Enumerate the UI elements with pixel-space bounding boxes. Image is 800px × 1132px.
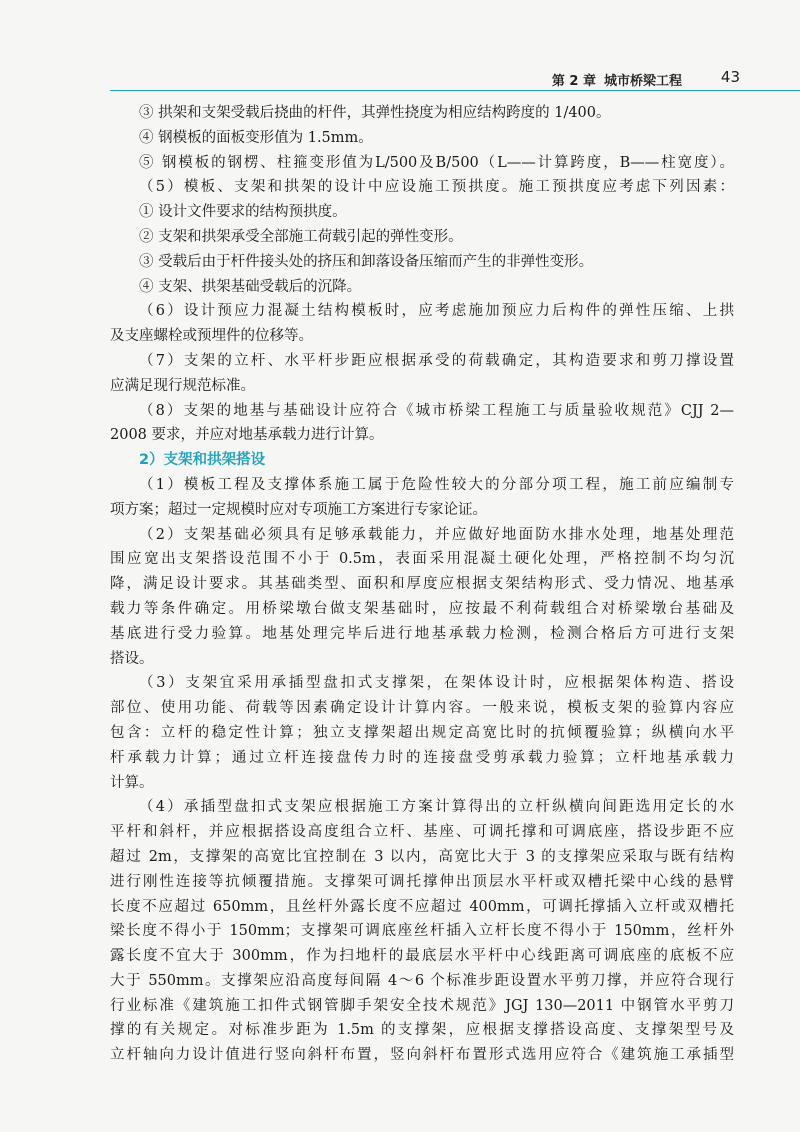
text-line: 撑的有关规定。对标准步距为 1.5m 的支撑架，应根据支撑搭设高度、支撑架型号及 [110, 1022, 734, 1039]
text-line: 项方案；超过一定规模时应对专项施工方案进行专家论证。 [110, 501, 487, 518]
text-line: 露长度不宜大于 300mm，作为扫地杆的最底层水平杆中心线距离可调底座的底板不应 [110, 948, 734, 965]
text-line: 基底进行受力验算。地基处理完毕后进行地基承载力检测，检测合格后方可进行支架 [110, 625, 734, 642]
text-line: 超过 2m，支撑架的高宽比宜控制在 3 以内，高宽比大于 3 的支撑架应采取与既有结构 [110, 848, 734, 865]
text-line: 大于 550mm。支撑架应沿高度每间隔 4～6 个标准步距设置水平剪刀撑，并应符合现行 [110, 972, 734, 989]
text-line: ④ 钢模板的面板变形值为 1.5mm。 [139, 129, 373, 146]
text-line: 平杆和斜杆，并应根据搭设高度组合立杆、基座、可调托撑和可调底座，搭设步距不应 [110, 824, 734, 841]
text-line: 包含：立杆的稳定性计算；独立支撑架超出规定高宽比时的抗倾覆验算；纵横向水平 [110, 724, 734, 741]
text-line: ③ 受载后由于杆件接头处的挤压和卸落设备压缩而产生的非弹性变形。 [139, 253, 594, 270]
text-line: 梁长度不得小于 150mm；支撑架可调底座丝杆插入立杆长度不得小于 150mm，丝杆外 [110, 923, 734, 940]
text-line: 及支座螺栓或预埋件的位移等。 [110, 328, 313, 345]
text-line: 部位、使用功能、荷载等因素确定设计计算内容。一般来说，模板支架的验算内容应 [110, 700, 734, 717]
page-number: 43 [720, 68, 740, 86]
text-line: （8）支架的地基与基础设计应符合《城市桥梁工程施工与质量验收规范》CJJ 2— [139, 402, 734, 419]
section-heading: 2）支架和拱架搭设 [139, 452, 266, 469]
text-line: 长度不应超过 650mm，且丝杆外露长度不应超过 400mm，可调托撑插入立杆或双槽托 [110, 898, 734, 915]
text-line: ⑤ 钢模板的钢楞、柱箍变形值为L/500及B/500（L——计算跨度，B——柱宽度）。 [139, 154, 734, 171]
chapter-heading [552, 70, 682, 89]
text-line: （5）模板、支架和拱架的设计中应设施工预拱度。施工预拱度应考虑下列因素： [139, 179, 734, 196]
text-line: ① 设计文件要求的结构预拱度。 [139, 204, 347, 221]
text-line: 载力等条件确定。用桥梁墩台做支架基础时，应按最不利荷载组合对桥梁墩台基础及 [110, 600, 734, 617]
text-line: 应满足现行规范标准。 [110, 377, 255, 394]
header-rule [110, 90, 800, 91]
text-line: （3）支架宜采用承插型盘扣式支撑架，在架体设计时，应根据架体构造、搭设 [139, 675, 734, 692]
text-line: 2008 要求，并应对地基承载力进行计算。 [110, 427, 384, 444]
chapter-title: 城市桥梁工程 [603, 74, 682, 89]
text-line: ② 支架和拱架承受全部施工荷载引起的弹性变形。 [139, 228, 463, 245]
text-line: （6）设计预应力混凝土结构模板时，应考虑施加预应力后构件的弹性压缩、上拱 [139, 303, 734, 320]
text-line: （2）支架基础必须具有足够承载能力，并应做好地面防水排水处理，地基处理范 [139, 526, 734, 543]
text-line: （1）模板工程及支撑体系施工属于危险性较大的分部分项工程，施工前应编制专 [139, 476, 734, 493]
text-line: 降，满足设计要求。其基础类型、面积和厚度应根据支架结构形式、受力情况、地基承 [110, 576, 734, 593]
page-header [0, 68, 800, 96]
text-line: （7）支架的立杆、水平杆步距应根据承受的荷载确定，其构造要求和剪刀撑设置 [139, 352, 734, 369]
text-line: 行业标准《建筑施工扣件式钢管脚手架安全技术规范》JGJ 130—2011 中钢管水平剪刀 [110, 997, 734, 1014]
text-line: 搭设。 [110, 650, 154, 667]
text-line: 立杆轴向力设计值进行竖向斜杆布置，竖向斜杆布置形式选用应符合《建筑施工承插型 [110, 1047, 734, 1064]
text-line: ④ 支架、拱架基础受载后的沉降。 [139, 278, 362, 295]
chapter-number: 第 2 章 [551, 74, 596, 89]
body-text [110, 101, 734, 1068]
text-line: 围应宽出支架搭设范围不小于 0.5m，表面采用混凝土硬化处理，严格控制不均匀沉 [110, 551, 734, 568]
text-line: ③ 拱架和支架受载后挠曲的杆件，其弹性挠度为相应结构跨度的 1/400。 [139, 105, 611, 121]
text-line: 计算。 [110, 774, 154, 791]
text-line: 杆承载力计算；通过立杆连接盘传力时的连接盘受剪承载力验算；立杆地基承载力 [110, 749, 734, 766]
text-line: （4）承插型盘扣式支架应根据施工方案计算得出的立杆纵横向间距选用定长的水 [139, 799, 734, 816]
text-line: 进行刚性连接等抗倾覆措施。支撑架可调托撑伸出顶层水平杆或双槽托梁中心线的悬臂 [110, 873, 734, 890]
